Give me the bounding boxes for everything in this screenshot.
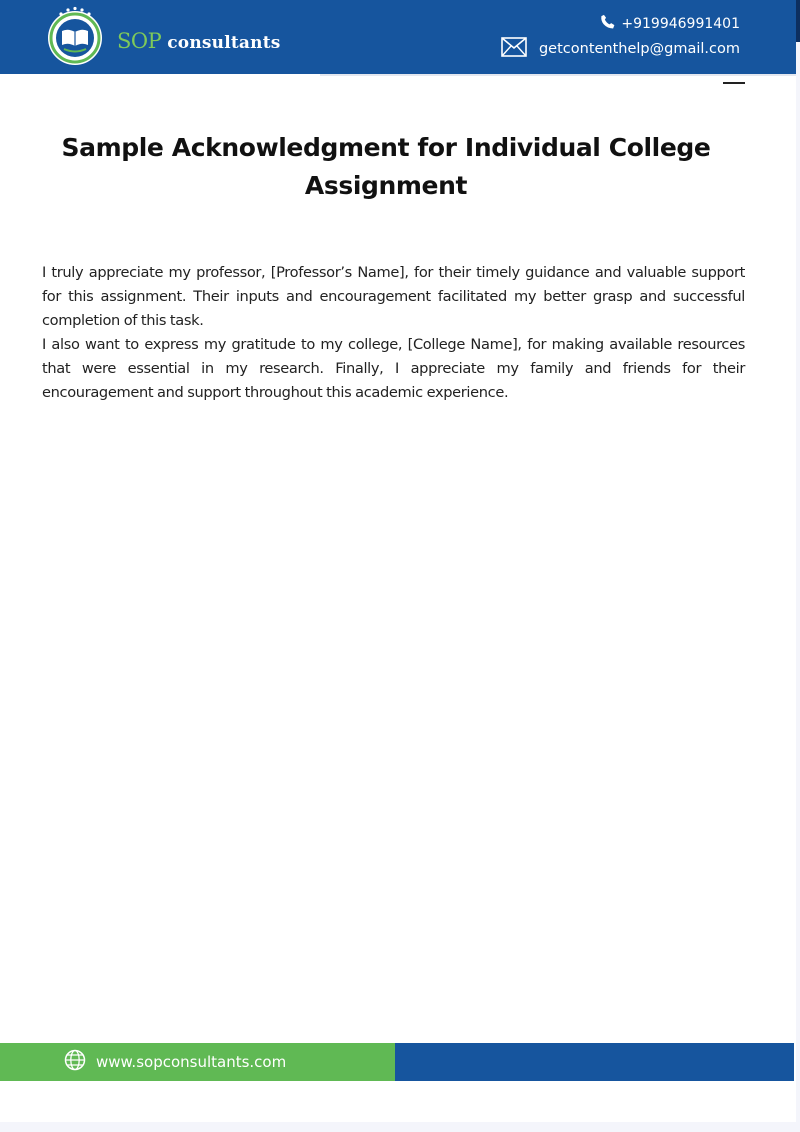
book-emblem-icon[interactable] bbox=[44, 4, 106, 66]
header-bar bbox=[0, 0, 796, 74]
brand-sop: SOP bbox=[117, 29, 162, 53]
email-address: getcontenthelp@gmail.com bbox=[538, 41, 740, 57]
phone-contact[interactable] bbox=[599, 13, 740, 35]
header-divider bbox=[320, 74, 796, 76]
menu-icon[interactable] bbox=[723, 82, 745, 84]
phone-icon bbox=[599, 13, 617, 35]
paragraph-2: I also want to express my gratitude to my college, [College Name], for making available resources that were essential in my research. Finally, I appreciate my family and friends for their encouragement and support throughout this academic experience. bbox=[42, 336, 745, 401]
email-contact[interactable] bbox=[501, 37, 740, 61]
document-title: Sample Acknowledgment for Individual College Assignment bbox=[61, 133, 711, 200]
website-url: www.sopconsultants.com bbox=[96, 1053, 287, 1071]
document-body bbox=[42, 261, 745, 405]
brand-consultants: consultants bbox=[167, 33, 281, 53]
footer-blue-band bbox=[395, 1043, 794, 1081]
footer-website-link[interactable] bbox=[64, 1043, 286, 1081]
envelope-icon bbox=[501, 37, 527, 61]
paragraph-1: I truly appreciate my professor, [Professor’s Name], for their timely guidance and valuable support for this assignment. Their inputs and encouragement facilitated my better grasp and successful completion of this task. bbox=[42, 264, 745, 329]
header-edge bbox=[796, 0, 800, 42]
brand-logo[interactable] bbox=[117, 29, 281, 61]
phone-number: +919946991401 bbox=[621, 16, 740, 32]
globe-icon bbox=[64, 1049, 86, 1075]
